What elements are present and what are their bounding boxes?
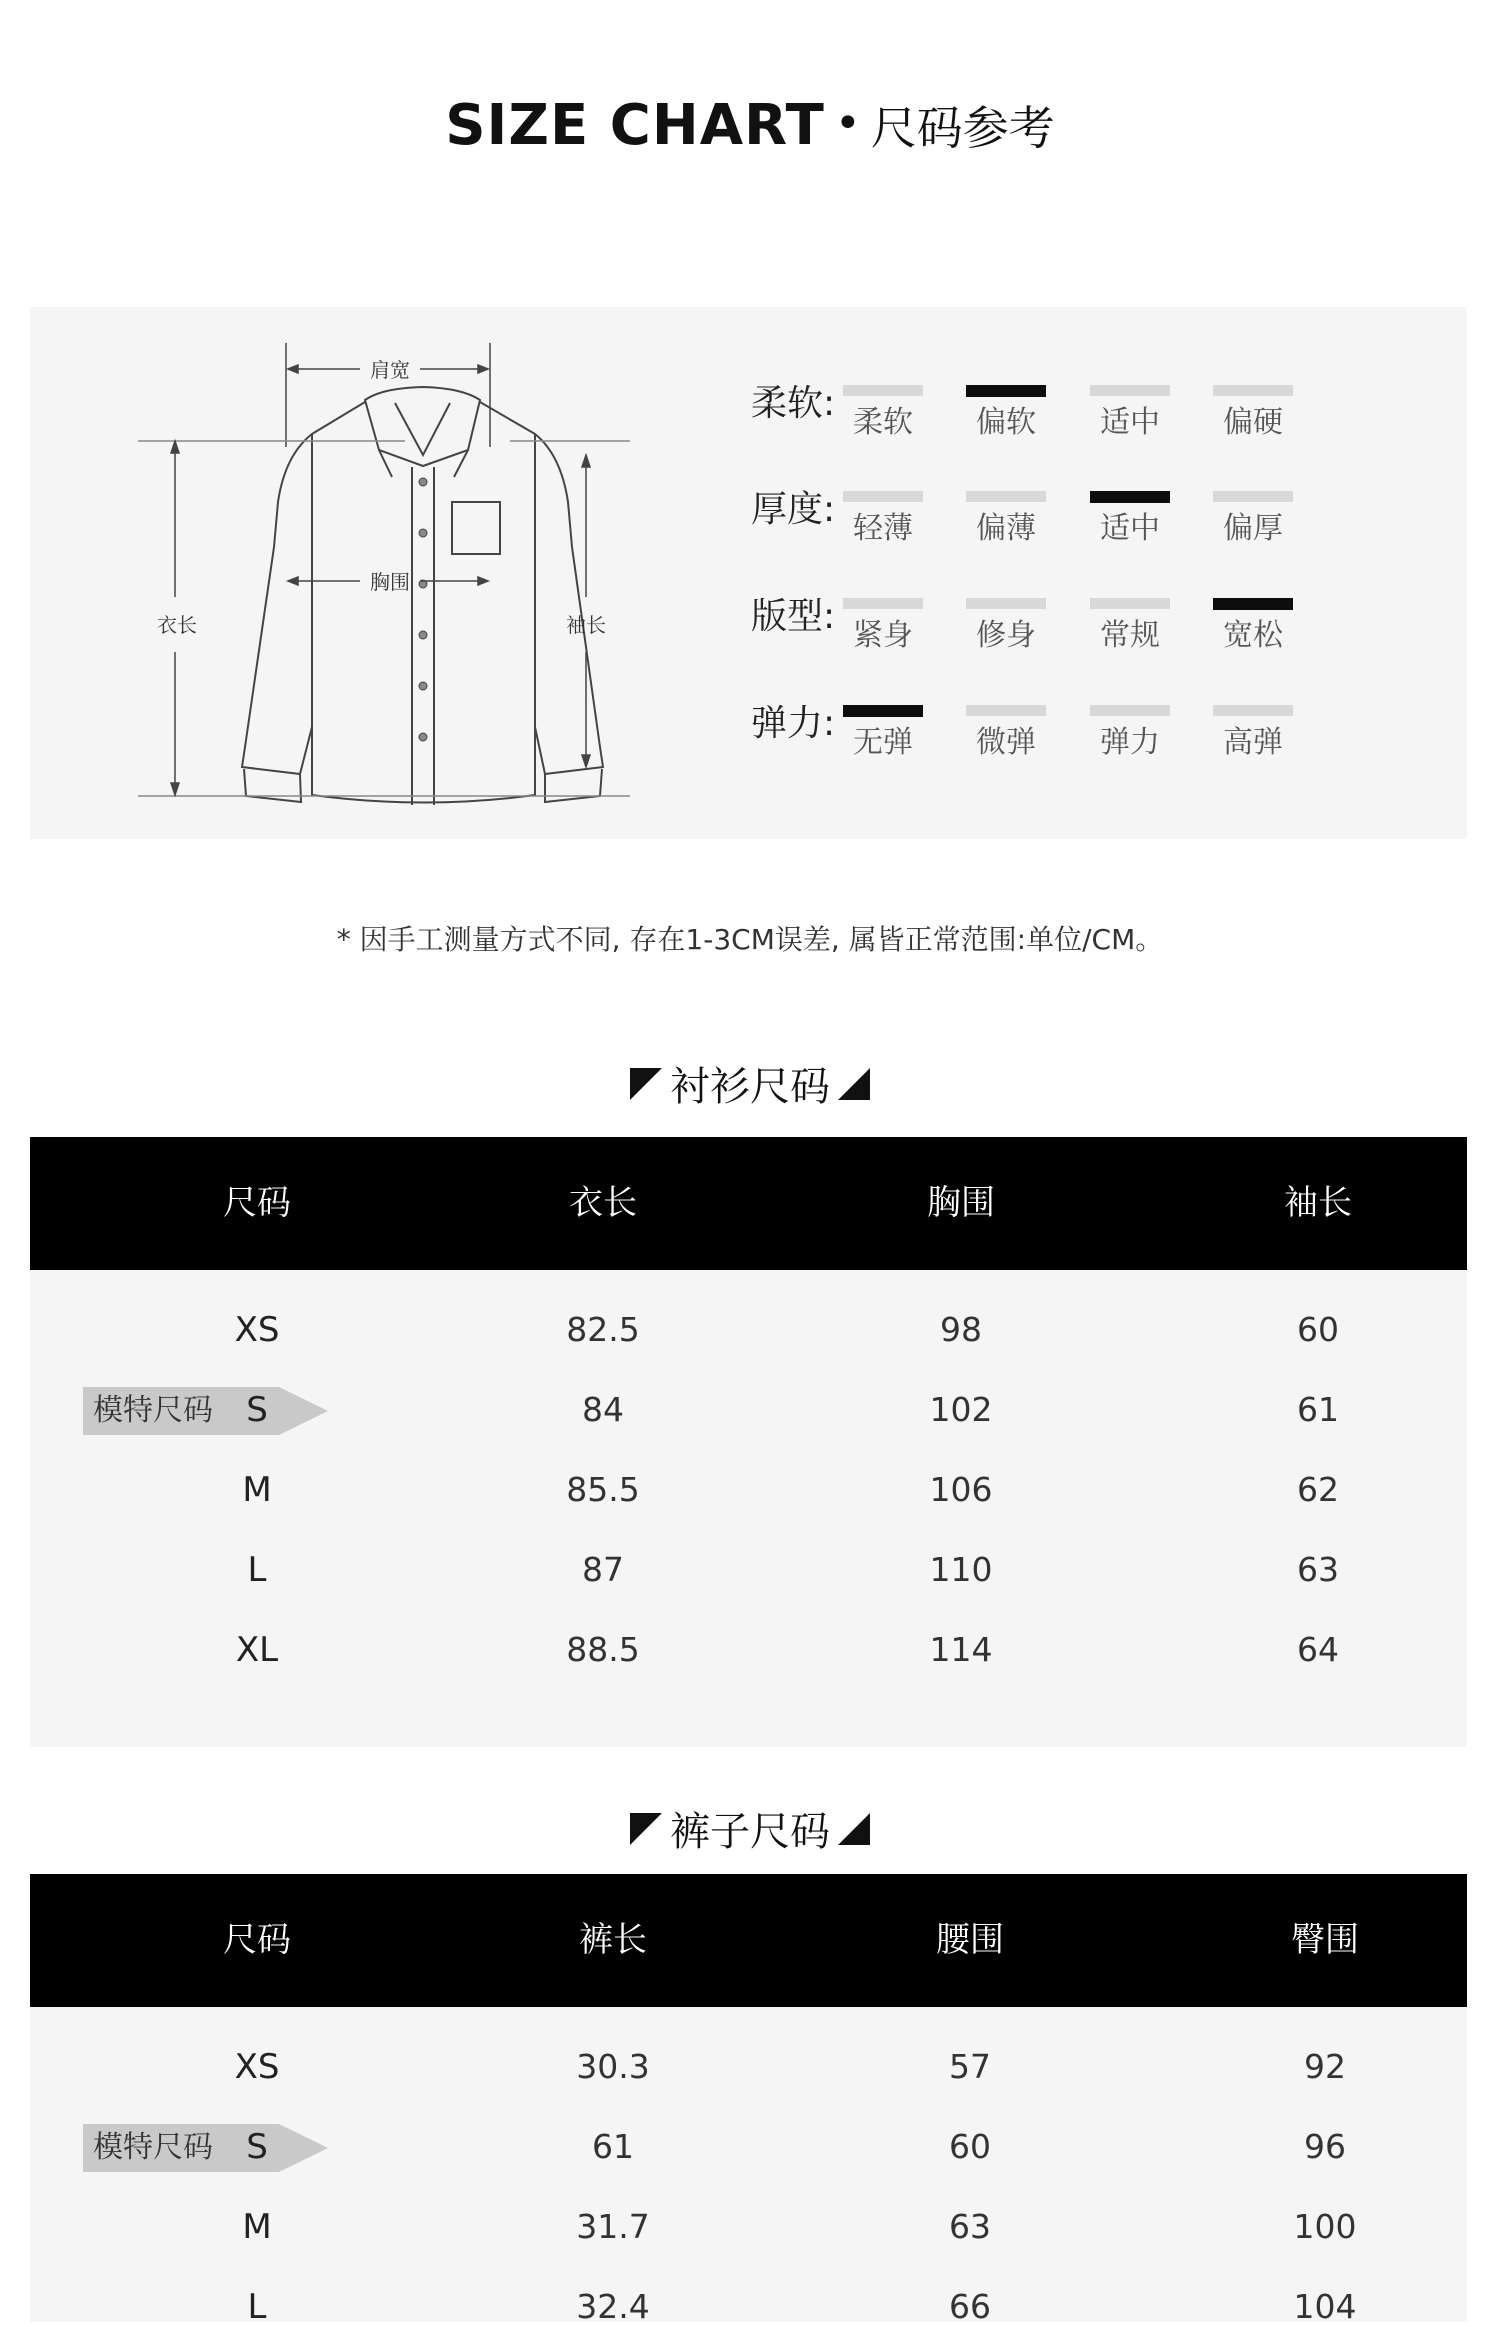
size-cell: L (247, 2287, 267, 2327)
attribute-option: 无弹 (853, 725, 913, 760)
measurement-note: * 因手工测量方式不同, 存在1-3CM误差, 属皆正常范围:单位/CM。 (336, 923, 1164, 956)
size-cell: M (242, 1470, 272, 1510)
table-cell: 92 (1304, 2047, 1346, 2086)
attribute-label: 版型: (751, 596, 836, 637)
column-header: 腰围 (936, 1920, 1004, 1960)
level-bar (1213, 385, 1293, 396)
level-bar (843, 491, 923, 502)
column-header: 袖长 (1284, 1183, 1352, 1223)
attribute-option: 偏厚 (1223, 511, 1283, 546)
table-cell: 60 (1297, 1310, 1339, 1349)
level-bar (843, 385, 923, 396)
table-cell: 32.4 (576, 2287, 650, 2326)
attribute-option: 适中 (1100, 405, 1160, 440)
table-cell: 57 (949, 2047, 991, 2086)
shirt-table-header (30, 1137, 1467, 1270)
selected-level-bar (1090, 491, 1170, 503)
size-cell: XS (234, 1310, 280, 1350)
size-cell: XL (235, 1630, 279, 1670)
attribute-option: 宽松 (1223, 618, 1283, 653)
triangle-right-icon (838, 1813, 870, 1845)
shirt-table-body (30, 1270, 1467, 1747)
column-header: 尺码 (223, 1183, 291, 1223)
table-cell: 62 (1297, 1470, 1339, 1509)
pants-table-body (30, 2007, 1467, 2327)
triangle-left-icon (630, 1813, 662, 1845)
page-title (0, 92, 1500, 158)
triangle-left-icon (630, 1068, 662, 1100)
length-label: 衣长 (157, 613, 197, 637)
column-header: 尺码 (223, 1920, 291, 1960)
table-cell: 102 (929, 1390, 993, 1429)
level-bar (1213, 491, 1293, 502)
size-cell: M (242, 2207, 272, 2247)
pants-title-text: 裤子尺码 (670, 1809, 830, 1855)
attribute-option: 柔软 (853, 405, 913, 440)
level-bar (966, 491, 1046, 502)
pants-table-header (30, 1874, 1467, 2007)
table-cell: 96 (1304, 2127, 1346, 2166)
title-zh: 尺码参考 (870, 101, 1055, 155)
table-cell: 82.5 (566, 1310, 640, 1349)
size-cell: S (246, 2127, 268, 2167)
info-panel (30, 307, 1467, 839)
model-tag-label: 模特尺码 (93, 2130, 213, 2165)
table-cell: 61 (1297, 1390, 1339, 1429)
table-cell: 85.5 (566, 1470, 640, 1509)
size-cell: L (247, 1550, 267, 1590)
shirt-title-text: 衬衫尺码 (670, 1064, 830, 1110)
table-cell: 84 (582, 1390, 624, 1429)
sleeve-label: 袖长 (566, 613, 606, 637)
attribute-option: 轻薄 (853, 511, 913, 546)
attribute-label: 厚度: (751, 489, 836, 530)
attribute-label: 柔软: (751, 383, 836, 424)
attribute-option: 常规 (1100, 618, 1160, 653)
model-tag-label: 模特尺码 (93, 1393, 213, 1428)
table-cell: 63 (949, 2207, 991, 2246)
table-cell: 61 (592, 2127, 634, 2166)
table-cell: 114 (929, 1630, 993, 1669)
attribute-option: 修身 (976, 618, 1036, 653)
shirt-section-title (0, 1055, 1500, 1112)
attribute-option: 紧身 (853, 618, 913, 653)
attribute-option: 偏软 (976, 405, 1036, 440)
table-cell: 88.5 (566, 1630, 640, 1669)
table-cell: 30.3 (576, 2047, 650, 2086)
attribute-label: 弹力: (751, 703, 836, 744)
level-bar (966, 705, 1046, 716)
level-bar (1090, 705, 1170, 716)
level-bar (843, 598, 923, 609)
attribute-option: 微弹 (976, 725, 1036, 760)
level-bar (1090, 385, 1170, 396)
attribute-option: 高弹 (1223, 725, 1283, 760)
size-cell: S (246, 1390, 268, 1430)
title-en: SIZE CHART (445, 93, 825, 158)
table-cell: 106 (929, 1470, 993, 1509)
level-bar (1090, 598, 1170, 609)
level-bar (1213, 705, 1293, 716)
table-cell: 66 (949, 2287, 991, 2326)
selected-level-bar (843, 705, 923, 717)
table-cell: 64 (1297, 1630, 1339, 1669)
column-header: 裤长 (579, 1920, 647, 1960)
selected-level-bar (1213, 598, 1293, 610)
triangle-right-icon (838, 1068, 870, 1100)
attribute-option: 偏硬 (1223, 405, 1283, 440)
table-cell: 104 (1293, 2287, 1357, 2326)
table-cell: 110 (929, 1550, 993, 1589)
chest-label: 胸围 (370, 570, 410, 594)
level-bar (966, 598, 1046, 609)
title-dot: • (834, 98, 861, 149)
column-header: 衣长 (569, 1183, 637, 1223)
table-cell: 87 (582, 1550, 624, 1589)
size-cell: XS (234, 2047, 280, 2087)
shoulder-label: 肩宽 (370, 358, 410, 382)
table-cell: 60 (949, 2127, 991, 2166)
attribute-option: 适中 (1100, 511, 1160, 546)
attribute-option: 偏薄 (976, 511, 1036, 546)
table-cell: 63 (1297, 1550, 1339, 1589)
table-cell: 98 (940, 1310, 982, 1349)
pants-section-title (0, 1800, 1500, 1857)
column-header: 胸围 (927, 1183, 995, 1223)
shirt-diagram (30, 307, 630, 839)
column-header: 臀围 (1291, 1920, 1359, 1960)
table-cell: 100 (1293, 2207, 1357, 2246)
attribute-option: 弹力 (1100, 725, 1160, 760)
selected-level-bar (966, 385, 1046, 397)
table-cell: 31.7 (576, 2207, 650, 2246)
